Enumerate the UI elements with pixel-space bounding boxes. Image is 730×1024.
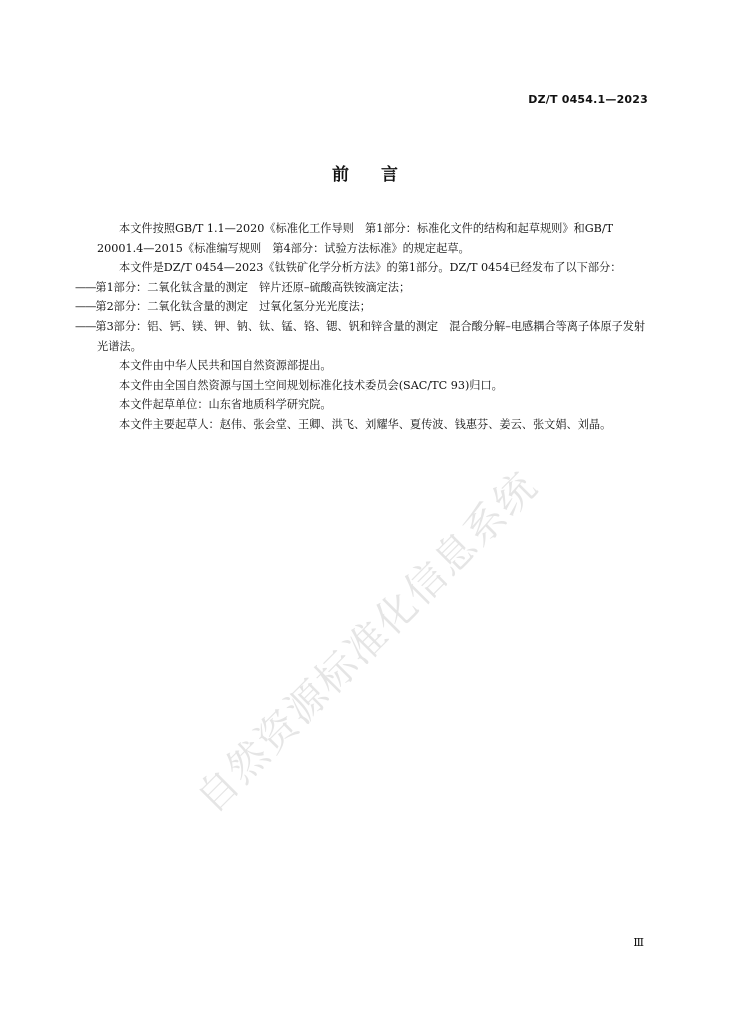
list-item-text: 第1部分：二氧化钛含量的测定 锌片还原–硫酸高铁铵滴定法； [95, 280, 411, 294]
standard-number: DZ/T 0454.1—2023 [528, 93, 648, 106]
page-title: 前言 [332, 165, 430, 185]
paragraph-proposed-by: 本文件由中华人民共和国自然资源部提出。 [119, 359, 332, 373]
dash-marker: —— [75, 300, 96, 314]
paragraph-drafting-unit: 本文件起草单位：山东省地质科学研究院。 [119, 398, 332, 412]
paragraph-drafters: 本文件主要起草人：赵伟、张会堂、王卿、洪飞、刘耀华、夏传波、钱惠芬、姜云、张文娟、刘晶。 [119, 417, 612, 431]
paragraph-centralized-by: 本文件由全国自然资源与国土空间规划标准化技术委员会(SAC/TC 93)归口。 [119, 378, 503, 392]
list-item-part-3 [75, 317, 655, 356]
list-item-part-2 [75, 297, 655, 317]
page-number: Ⅲ [633, 936, 644, 949]
paragraph-drafting-rules: 本文件按照GB/T 1.1—2020《标准化工作导则 第1部分：标准化文件的结构和起草规则》和GB/T 20001.4—2015《标准编写规则 第4部分：试验方法标准》的规定起草。 [97, 222, 614, 255]
list-item-text: 第2部分：二氧化钛含量的测定 过氧化氢分光光度法； [95, 300, 371, 314]
list-item-text: 第3部分：铝、钙、镁、钾、钠、钛、锰、铬、锶、钒和锌含量的测定 混合酸分解–电感耦合等离子体原子发射光谱法。 [95, 319, 646, 353]
dash-marker: —— [75, 280, 96, 294]
foreword-body [75, 219, 655, 435]
paragraph-series-info: 本文件是DZ/T 0454—2023《钛铁矿化学分析方法》的第1部分。DZ/T 0454已经发布了以下部分： [119, 261, 622, 275]
list-item-part-1 [75, 278, 655, 298]
watermark: 自然资源标准化信息系统 [187, 462, 548, 823]
dash-marker: —— [75, 319, 96, 333]
